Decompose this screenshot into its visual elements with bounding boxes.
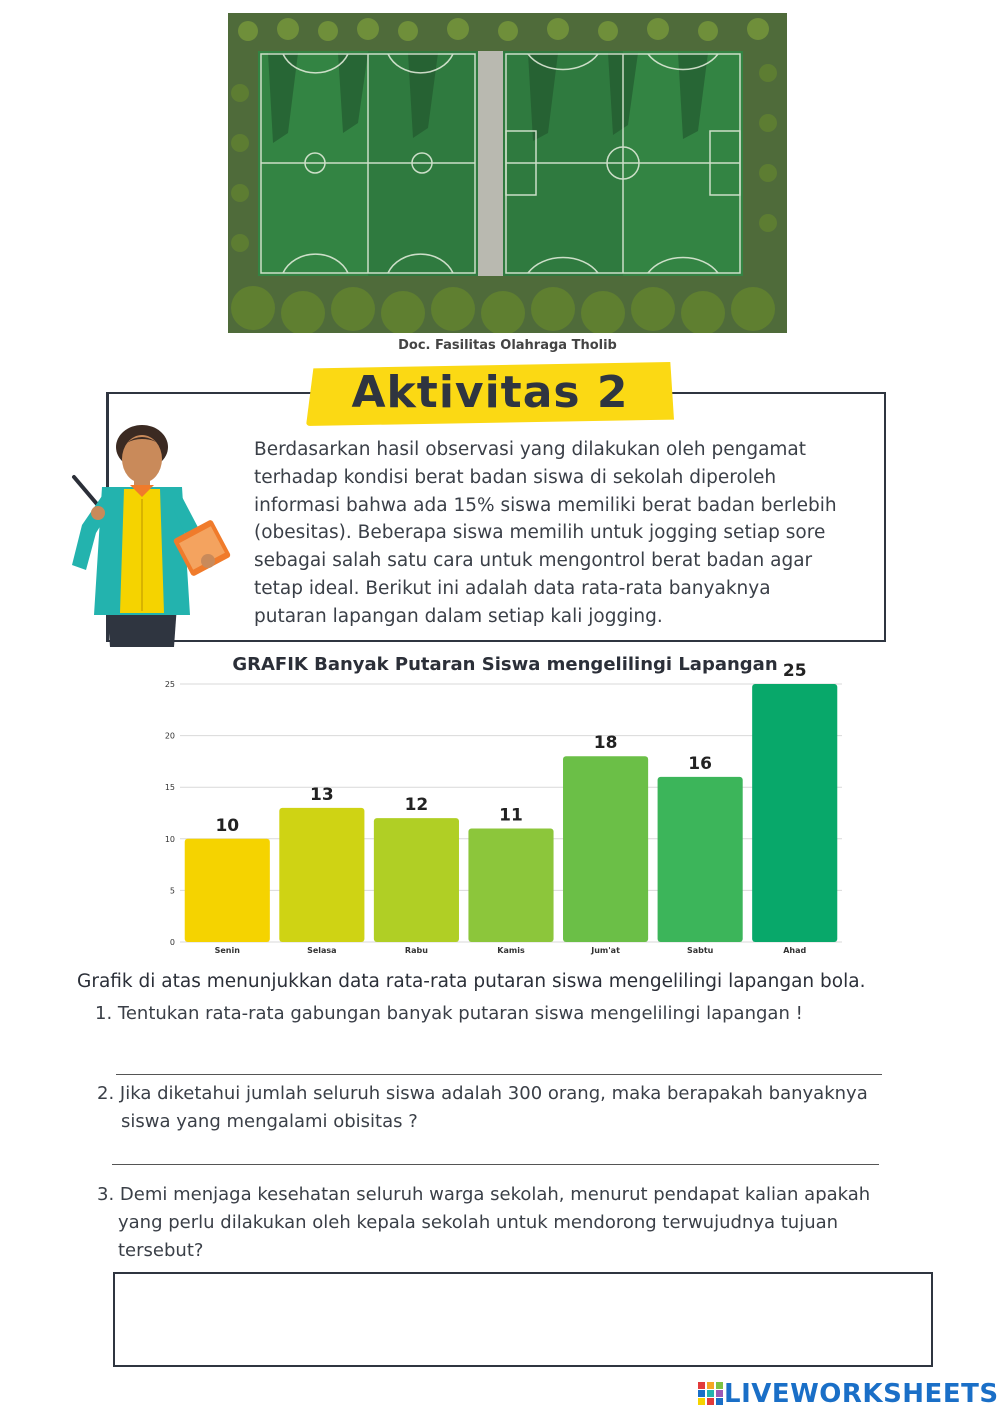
x-tick-label: Senin [214,946,240,955]
bar-rabu [374,818,459,942]
activity-title: Aktivitas 2 [351,367,629,418]
data-label: 13 [310,784,334,805]
bar-chart [160,660,860,960]
y-tick-label: 0 [169,938,175,947]
logo-text: LIVEWORKSHEETS [724,1379,999,1409]
photo-caption: Doc. Fasilitas Olahraga Tholib [398,338,617,353]
x-tick-label: Selasa [307,946,337,955]
activity-line: putaran lapangan dalam setiap kali jogging. [254,605,663,627]
sports-field-photo [228,13,787,333]
answer-line-2[interactable] [112,1164,879,1165]
question-text: Demi menjaga kesehatan seluruh warga sekolah, menurut pendapat kalian apakah [119,1184,871,1205]
bar-senin [185,839,270,942]
data-label: 10 [215,815,240,836]
data-label: 25 [782,661,807,681]
y-tick-label: 10 [164,834,175,844]
activity-line: sebagai salah satu cara untuk mengontrol berat badan agar [254,550,813,572]
activity-line: (obesitas). Beberapa siswa memilih untuk jogging setiap sore [254,522,826,544]
data-label: 18 [593,733,618,754]
chart-title: GRAFIK Banyak Putaran Siswa mengelilingi Lapangan [232,654,778,675]
question-text: Jika diketahui jumlah seluruh siswa adalah 300 orang, maka berapakah banyaknya [119,1083,868,1104]
question-text: Tentukan rata-rata gabungan banyak putaran siswa mengelilingi lapangan ! [117,1003,803,1024]
question-3 [97,1181,977,1265]
x-tick-label: Rabu [404,946,428,955]
bar-kamis [468,828,553,942]
question-2 [97,1080,977,1136]
x-tick-label: Sabtu [686,946,714,955]
activity-line: informasi bahwa ada 15% siswa memiliki berat badan berlebih [254,494,837,516]
question-number: 2. [97,1083,115,1104]
activity-line: tetap ideal. Berikut ini adalah data rata-rata banyaknya [254,577,771,599]
data-label: 12 [404,795,429,816]
data-label: 16 [688,753,712,774]
x-tick-label: Ahad [783,946,807,955]
y-tick-label: 20 [164,731,175,741]
bar-jumat [563,756,648,942]
bar-ahad [752,684,837,942]
teacher-illustration [62,415,242,647]
bar-sabtu [658,777,743,942]
question-number: 3. [97,1184,115,1205]
question-text: yang perlu dilakukan oleh kepala sekolah untuk mendorong terwujudnya tujuan [118,1212,839,1233]
x-tick-label: Kamis [497,946,525,955]
activity-description [254,436,864,631]
chart-description: Grafik di atas menunjukkan data rata-rata putaran siswa mengelilingi lapangan bola. [77,971,866,992]
y-tick-label: 15 [164,783,175,793]
question-text: tersebut? [118,1240,204,1261]
question-number: 1. [95,1003,113,1024]
bar-selasa [279,808,364,942]
activity-line: terhadap kondisi berat badan siswa di sekolah diperoleh [254,466,777,488]
x-tick-label: Jum'at [591,946,620,955]
question-text: siswa yang mengalami obisitas ? [121,1111,418,1132]
y-tick-label: 25 [164,680,175,689]
answer-line-1[interactable] [116,1074,882,1075]
activity-line: Berdasarkan hasil observasi yang dilakukan oleh pengamat [254,439,807,460]
question-1 [95,1000,975,1028]
logo-mark-icon [698,1382,724,1406]
liveworksheets-logo [698,1380,999,1408]
data-label: 11 [499,805,523,826]
answer-box-3[interactable] [113,1272,933,1367]
y-tick-label: 5 [169,886,175,896]
